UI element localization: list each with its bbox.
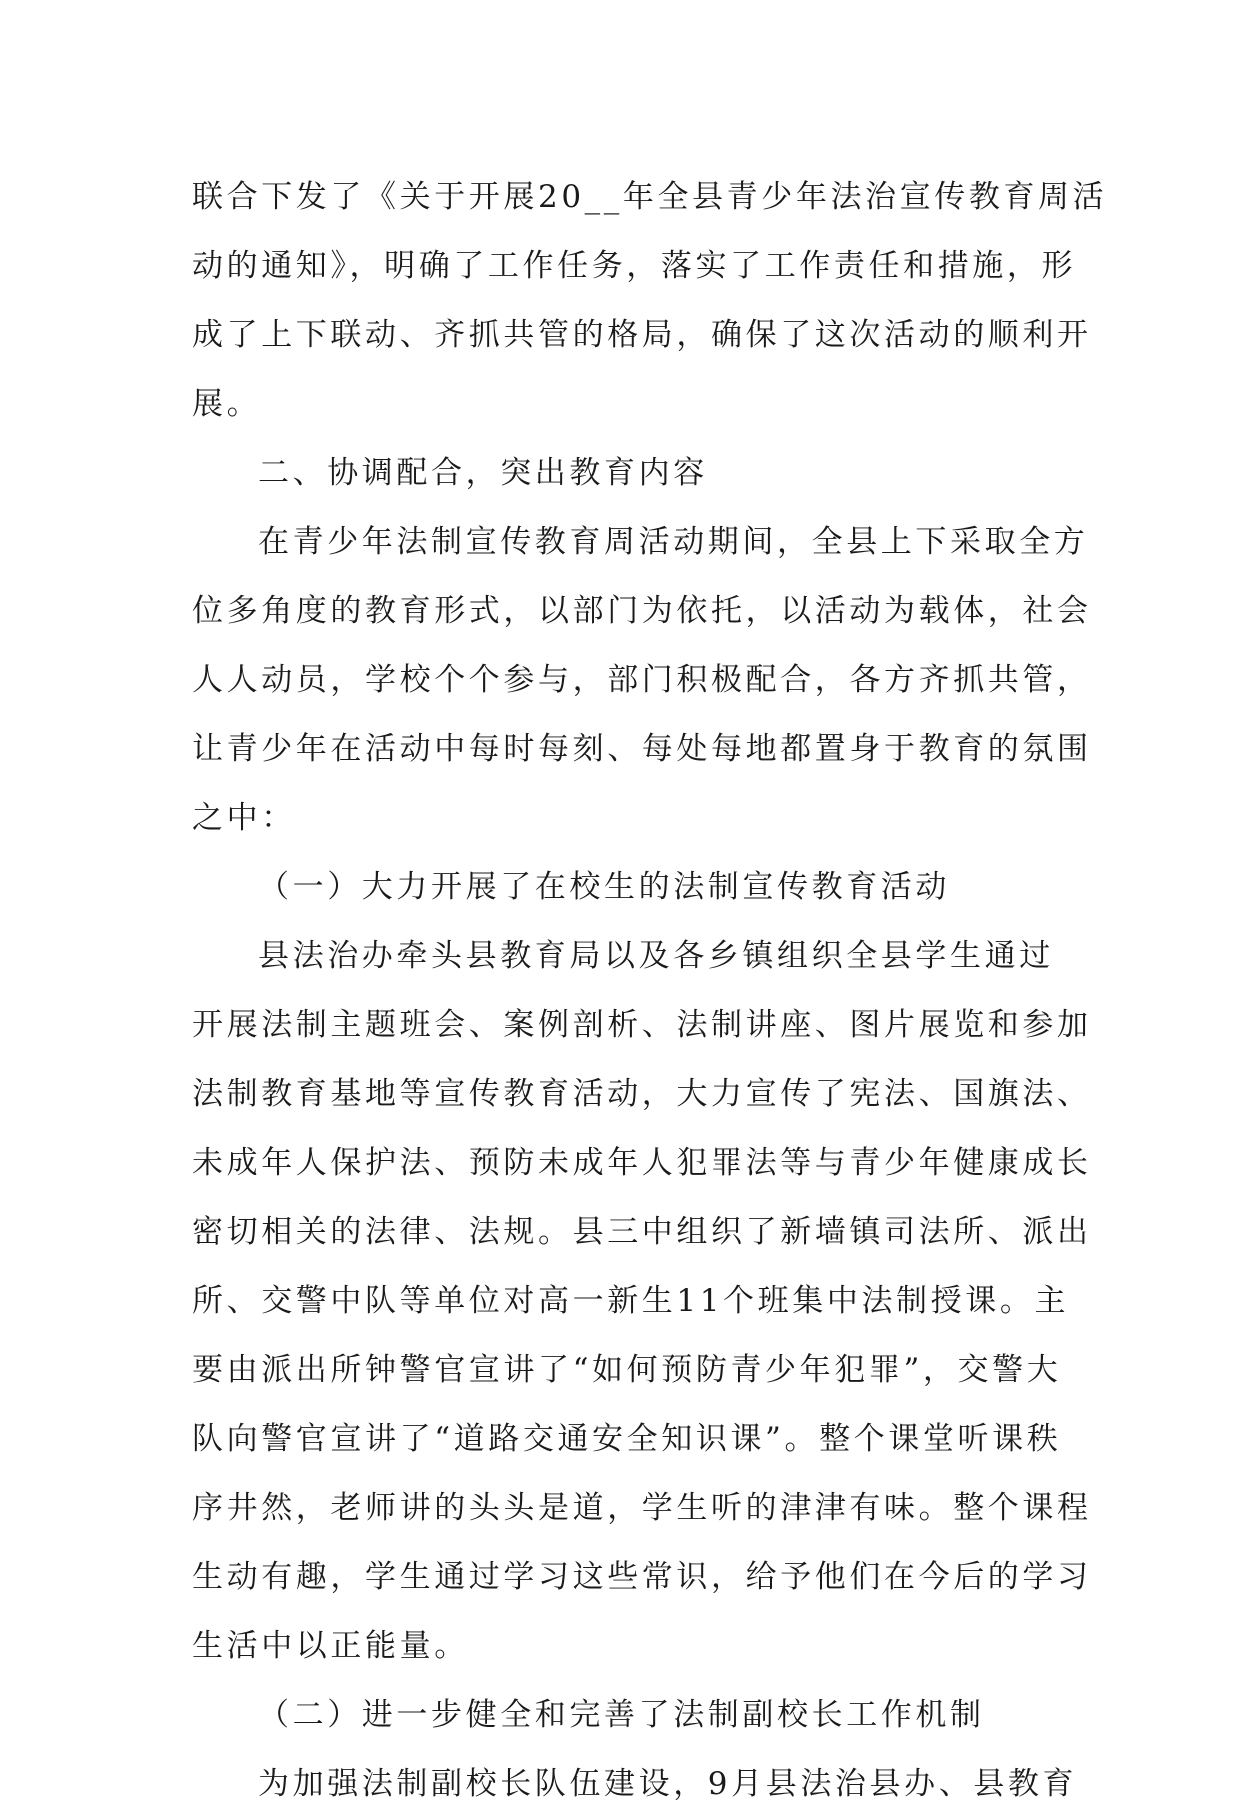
paragraph-start-line: 县法治办牵头县教育局以及各乡镇组织全县学生通过 (258, 938, 1054, 974)
text-line: 开展法制主题班会、案例剖析、法制讲座、图片展览和参加 (192, 1007, 1092, 1043)
text-line: 让青少年在活动中每时每刻、每处每地都置身于教育的氛围 (192, 731, 1092, 767)
text-line: 密切相关的法律、法规。县三中组织了新墙镇司法所、派出 (192, 1214, 1092, 1250)
paragraph-start-line: 为加强法制副校长队伍建设，9月县法治县办、县教育 (258, 1766, 1078, 1802)
subsection-heading: （二）进一步健全和完善了法制副校长工作机制 (258, 1697, 985, 1733)
text-line: 人人动员，学校个个参与，部门积极配合，各方齐抓共管， (192, 662, 1092, 698)
text-line: 法制教育基地等宣传教育活动，大力宣传了宪法、国旗法、 (192, 1076, 1092, 1112)
text-line: 所、交警中队等单位对高一新生11个班集中法制授课。主 (192, 1283, 1070, 1319)
text-line: 之中： (192, 800, 296, 836)
text-line: 生活中以正能量。 (192, 1628, 469, 1664)
text-line: 展。 (192, 386, 262, 422)
document-body (192, 163, 1108, 1819)
paragraph-start-line: 在青少年法制宣传教育周活动期间，全县上下采取全方 (258, 524, 1089, 560)
section-heading: 二、协调配合，突出教育内容 (258, 455, 708, 491)
subsection-heading: （一）大力开展了在校生的法制宣传教育活动 (258, 869, 950, 905)
text-line: 动的通知》，明确了工作任务，落实了工作责任和措施，形 (192, 248, 1077, 284)
text-line: 要由派出所钟警官宣讲了“如何预防青少年犯罪”，交警大 (192, 1352, 1062, 1388)
text-line: 队向警官宣讲了“道路交通安全知识课”。整个课堂听课秩 (192, 1421, 1062, 1457)
text-line: 联合下发了《关于开展20__年全县青少年法治宣传教育周活 (192, 179, 1108, 215)
text-line: 成了上下联动、齐抓共管的格局，确保了这次活动的顺利开 (192, 317, 1092, 353)
text-line: 未成年人保护法、预防未成年人犯罪法等与青少年健康成长 (192, 1145, 1092, 1181)
text-line: 生动有趣，学生通过学习这些常识，给予他们在今后的学习 (192, 1559, 1092, 1595)
text-line: 序井然，老师讲的头头是道，学生听的津津有味。整个课程 (192, 1490, 1092, 1526)
text-line: 位多角度的教育形式，以部门为依托，以活动为载体，社会 (192, 593, 1092, 629)
